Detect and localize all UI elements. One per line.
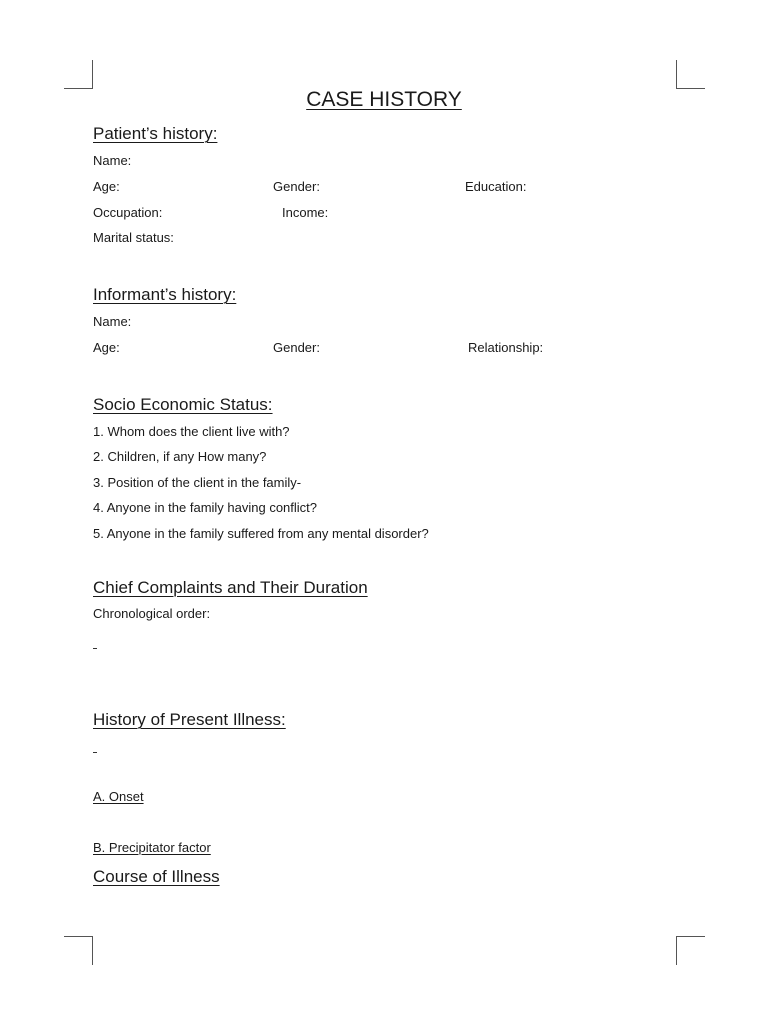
patient-age-label: Age: xyxy=(93,179,120,194)
socio-item: 2. Children, if any How many? xyxy=(93,449,267,464)
crop-mark-top-left xyxy=(64,60,93,89)
patient-occupation-label: Occupation: xyxy=(93,205,163,220)
socio-item: 5. Anyone in the family suffered from any mental disorder? xyxy=(93,526,429,541)
socio-item: 3. Position of the client in the family- xyxy=(93,475,302,490)
informant-history-heading: Informant’s history: xyxy=(93,285,237,304)
onset-subheading: A. Onset xyxy=(93,789,144,804)
crop-mark-bottom-right xyxy=(676,936,705,965)
crop-mark-bottom-left xyxy=(64,936,93,965)
document-title: CASE HISTORY xyxy=(306,88,462,111)
chief-complaints-heading: Chief Complaints and Their Duration xyxy=(93,578,368,597)
blank-line-marker xyxy=(93,648,97,649)
patient-gender-label: Gender: xyxy=(273,179,320,194)
course-of-illness-heading: Course of Illness xyxy=(93,867,220,886)
crop-mark-top-right xyxy=(676,60,705,89)
socio-economic-heading: Socio Economic Status: xyxy=(93,395,273,414)
patient-income-label: Income: xyxy=(282,205,329,220)
precipitator-factor-subheading: B. Precipitator factor xyxy=(93,840,211,855)
informant-name-label: Name: xyxy=(93,314,132,329)
chronological-order-label: Chronological order: xyxy=(93,606,211,621)
present-illness-heading: History of Present Illness: xyxy=(93,710,286,729)
informant-relationship-label: Relationship: xyxy=(468,340,544,355)
patient-marital-status-label: Marital status: xyxy=(93,230,174,245)
patient-name-label: Name: xyxy=(93,153,132,168)
informant-age-label: Age: xyxy=(93,340,120,355)
socio-item: 1. Whom does the client live with? xyxy=(93,424,290,439)
patient-education-label: Education: xyxy=(465,179,527,194)
informant-gender-label: Gender: xyxy=(273,340,320,355)
blank-line-marker xyxy=(93,752,97,753)
patient-history-heading: Patient’s history: xyxy=(93,124,218,143)
socio-item: 4. Anyone in the family having conflict? xyxy=(93,500,318,515)
